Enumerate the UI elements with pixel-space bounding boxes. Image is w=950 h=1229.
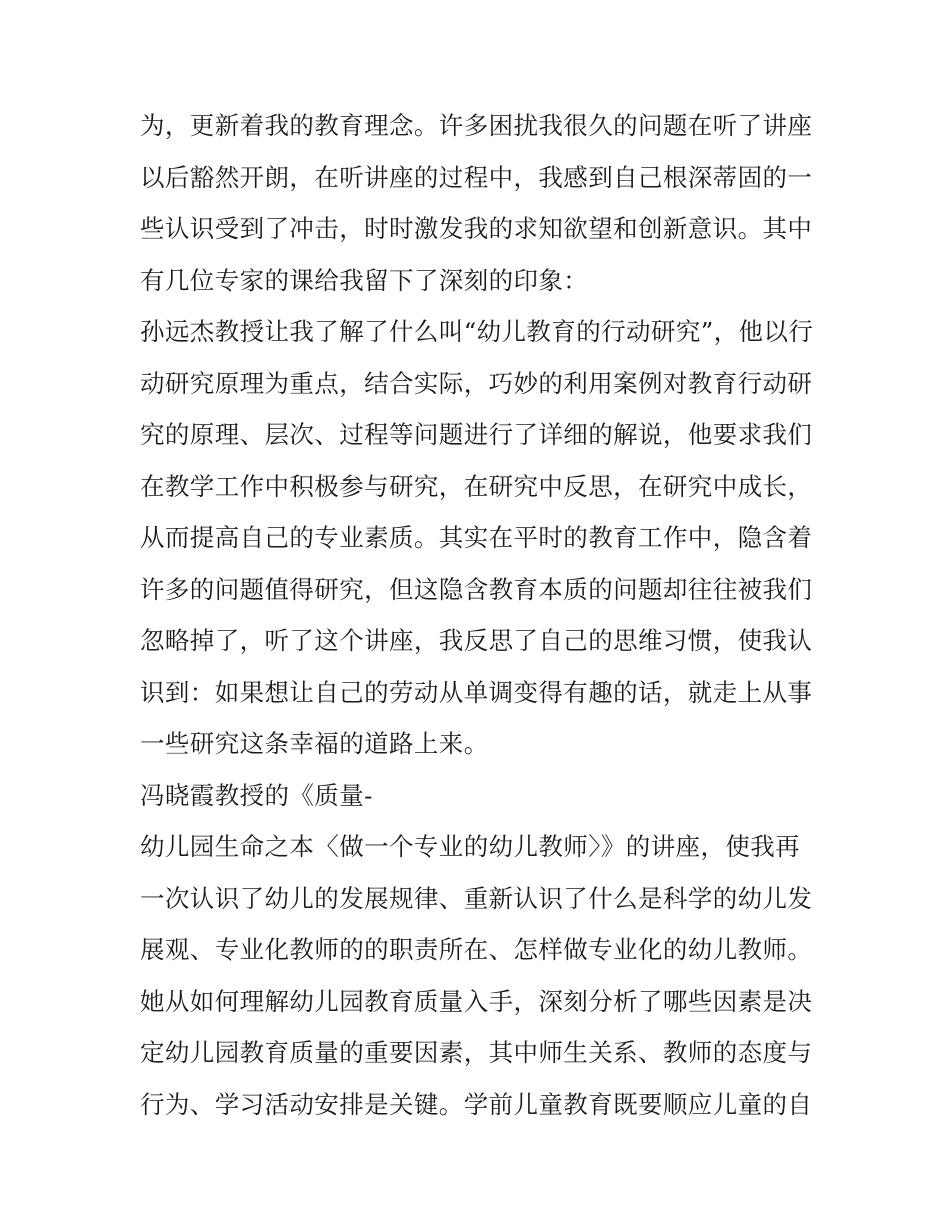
text-line: 以后豁然开朗，在听讲座的过程中，我感到自己根深蒂固的一 xyxy=(140,162,813,192)
text-line: 冯晓霞教授的《质量- xyxy=(140,780,373,810)
text-line: 为，更新着我的教育理念。许多困扰我很久的问题在听了讲座 xyxy=(140,111,813,140)
text-line: 孙远杰教授让我了解了什么叫“幼儿教育的行动研究”，他以行 xyxy=(140,317,814,346)
text-line: 行为、学习活动安排是关键。学前儿童教育既要顺应儿童的自 xyxy=(140,1089,813,1119)
text-line: 究的原理、层次、过程等问题进行了详细的解说，他要求我们 xyxy=(140,420,813,449)
text-line: 她从如何理解幼儿园教育质量入手，深刻分析了哪些因素是决 xyxy=(140,986,813,1016)
text-line: 展观、专业化教师的的职责所在、怎样做专业化的幼儿教师。 xyxy=(140,935,813,964)
text-line: 定幼儿园教育质量的重要因素，其中师生关系、教师的态度与 xyxy=(140,1038,813,1067)
text-line: 动研究原理为重点，结合实际，巧妙的利用案例对教育行动研 xyxy=(140,368,813,398)
text-line: 识到：如果想让自己的劳动从单调变得有趣的话，就走上从事 xyxy=(140,677,813,707)
text-line: 在教学工作中积极参与研究，在研究中反思，在研究中成长， xyxy=(140,471,813,501)
text-line: 从而提高自己的专业素质。其实在平时的教育工作中，隐含着 xyxy=(140,523,813,552)
text-line: 一次认识了幼儿的发展规律、重新认识了什么是科学的幼儿发 xyxy=(140,883,813,913)
text-line: 许多的问题值得研究，但这隐含教育本质的问题却往往被我们 xyxy=(140,574,813,604)
text-line: 忽略掉了，听了这个讲座，我反思了自己的思维习惯，使我认 xyxy=(140,626,813,655)
text-line: 些认识受到了冲击，时时激发我的求知欲望和创新意识。其中 xyxy=(140,214,813,243)
text-line: 一些研究这条幸福的道路上来。 xyxy=(140,729,489,758)
text-line: 幼儿园生命之本〈做一个专业的幼儿教师〉》的讲座，使我再 xyxy=(140,832,801,861)
body-text xyxy=(140,100,820,1130)
text-line: 有几位专家的课给我留下了深刻的印象： xyxy=(140,265,589,295)
